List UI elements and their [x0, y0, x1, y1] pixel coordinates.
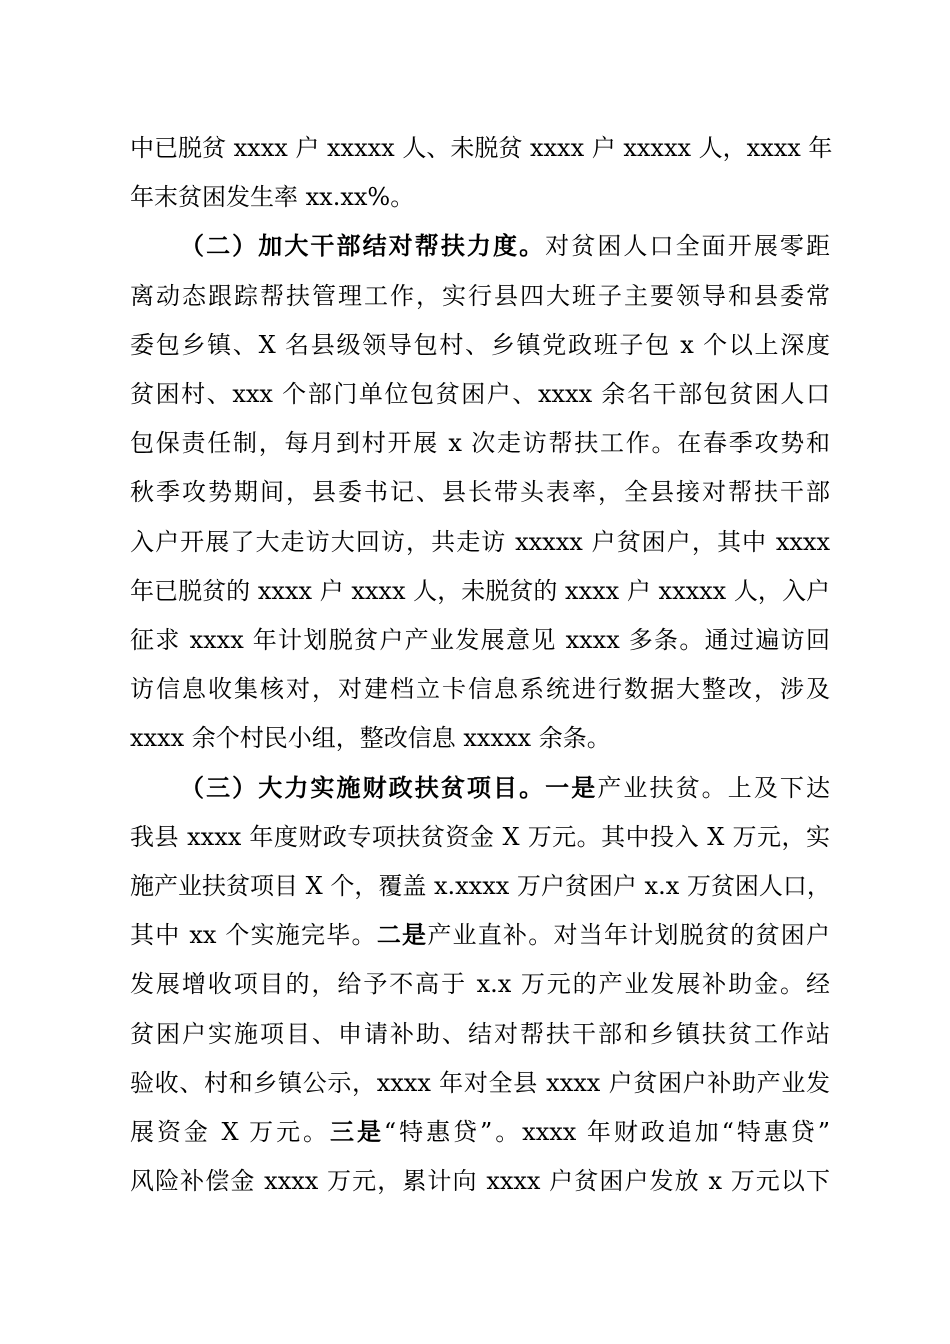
text-line — [130, 427, 830, 459]
body-text: 包保责任制，每月到村开展 x 次走访帮扶工作。在春季攻势和 — [130, 429, 830, 457]
text-line — [130, 722, 830, 754]
body-text: 其中 xx 个实施完毕。 — [130, 921, 377, 949]
body-text: 年末贫困发生率 xx.xx%。 — [130, 183, 415, 211]
body-text: 发展增收项目的，给予不高于 x.x 万元的产业发展补助金。经 — [130, 970, 830, 998]
bold-heading-text: 二是 — [376, 920, 428, 949]
text-line — [130, 919, 830, 951]
text-line — [130, 132, 833, 164]
text-line — [130, 280, 830, 312]
text-line — [130, 1165, 830, 1197]
body-text: 施产业扶贫项目 X 个，覆盖 x.xxxx 万户贫困户 x.x 万贫困人口， — [130, 872, 831, 900]
body-text: 验收、村和乡镇公示，xxxx 年对全县 xxxx 户贫困户补助产业发 — [130, 1069, 830, 1097]
body-text: 访信息收集核对，对建档立卡信息系统进行数据大整改，涉及 — [130, 675, 830, 703]
bold-heading-text: 三是 — [329, 1117, 384, 1146]
bold-heading-text: （二）加大干部结对帮扶力度。 — [180, 231, 546, 260]
body-text: 贫困户实施项目、申请补助、结对帮扶干部和乡镇扶贫工作站 — [130, 1020, 830, 1048]
text-line — [130, 821, 830, 853]
body-text: 年已脱贫的 xxxx 户 xxxx 人，未脱贫的 xxxx 户 xxxxx 人，入户 — [130, 577, 830, 605]
text-line — [130, 673, 830, 705]
text-line — [130, 968, 830, 1000]
text-line — [130, 1018, 830, 1050]
body-text: xxxx 余个村民小组，整改信息 xxxxx 余条。 — [130, 724, 611, 752]
body-text: 委包乡镇、X 名县级领导包村、乡镇党政班子包 x 个以上深度 — [130, 331, 830, 359]
bold-heading-text: （三）大力实施财政扶贫项目。一是 — [180, 773, 598, 802]
text-line — [130, 526, 830, 558]
body-text: 入户开展了大走访大回访，共走访 xxxxx 户贫困户，其中 xxxx — [130, 528, 830, 556]
text-line — [180, 230, 830, 262]
text-line — [130, 1067, 830, 1099]
text-line — [130, 329, 830, 361]
text-line — [130, 870, 830, 902]
body-text: 中已脱贫 xxxx 户 xxxxx 人、未脱贫 xxxx 户 xxxxx 人，xxxx 年 — [130, 134, 833, 162]
body-text: 产业直补。对当年计划脱贫的贫困户 — [427, 921, 831, 949]
body-text: 贫困村、xxx 个部门单位包贫困户、xxxx 余名干部包贫困人口 — [130, 380, 830, 408]
body-text: 秋季攻势期间，县委书记、县长带头表率，全县接对帮扶干部 — [130, 478, 830, 506]
text-line — [130, 181, 830, 213]
body-text: “特惠贷”。xxxx 年财政追加“特惠贷” — [383, 1118, 831, 1146]
body-text: 离动态跟踪帮扶管理工作，实行县四大班子主要领导和县委常 — [130, 282, 830, 310]
text-line — [130, 575, 830, 607]
body-text: 产业扶贫。上及下达 — [597, 774, 831, 802]
text-line — [130, 476, 830, 508]
text-line — [130, 1116, 830, 1148]
text-line — [130, 624, 830, 656]
body-text: 风险补偿金 xxxx 万元，累计向 xxxx 户贫困户发放 x 万元以下 — [130, 1167, 830, 1195]
body-text: 我县 xxxx 年度财政专项扶贫资金 X 万元。其中投入 X 万元，实 — [130, 823, 830, 851]
text-line — [130, 378, 830, 410]
body-text: 展资金 X 万元。 — [130, 1118, 330, 1146]
body-text: 对贫困人口全面开展零距 — [545, 232, 831, 260]
body-text: 征求 xxxx 年计划脱贫户产业发展意见 xxxx 多条。通过遍访回 — [130, 626, 830, 654]
text-line — [180, 772, 830, 804]
